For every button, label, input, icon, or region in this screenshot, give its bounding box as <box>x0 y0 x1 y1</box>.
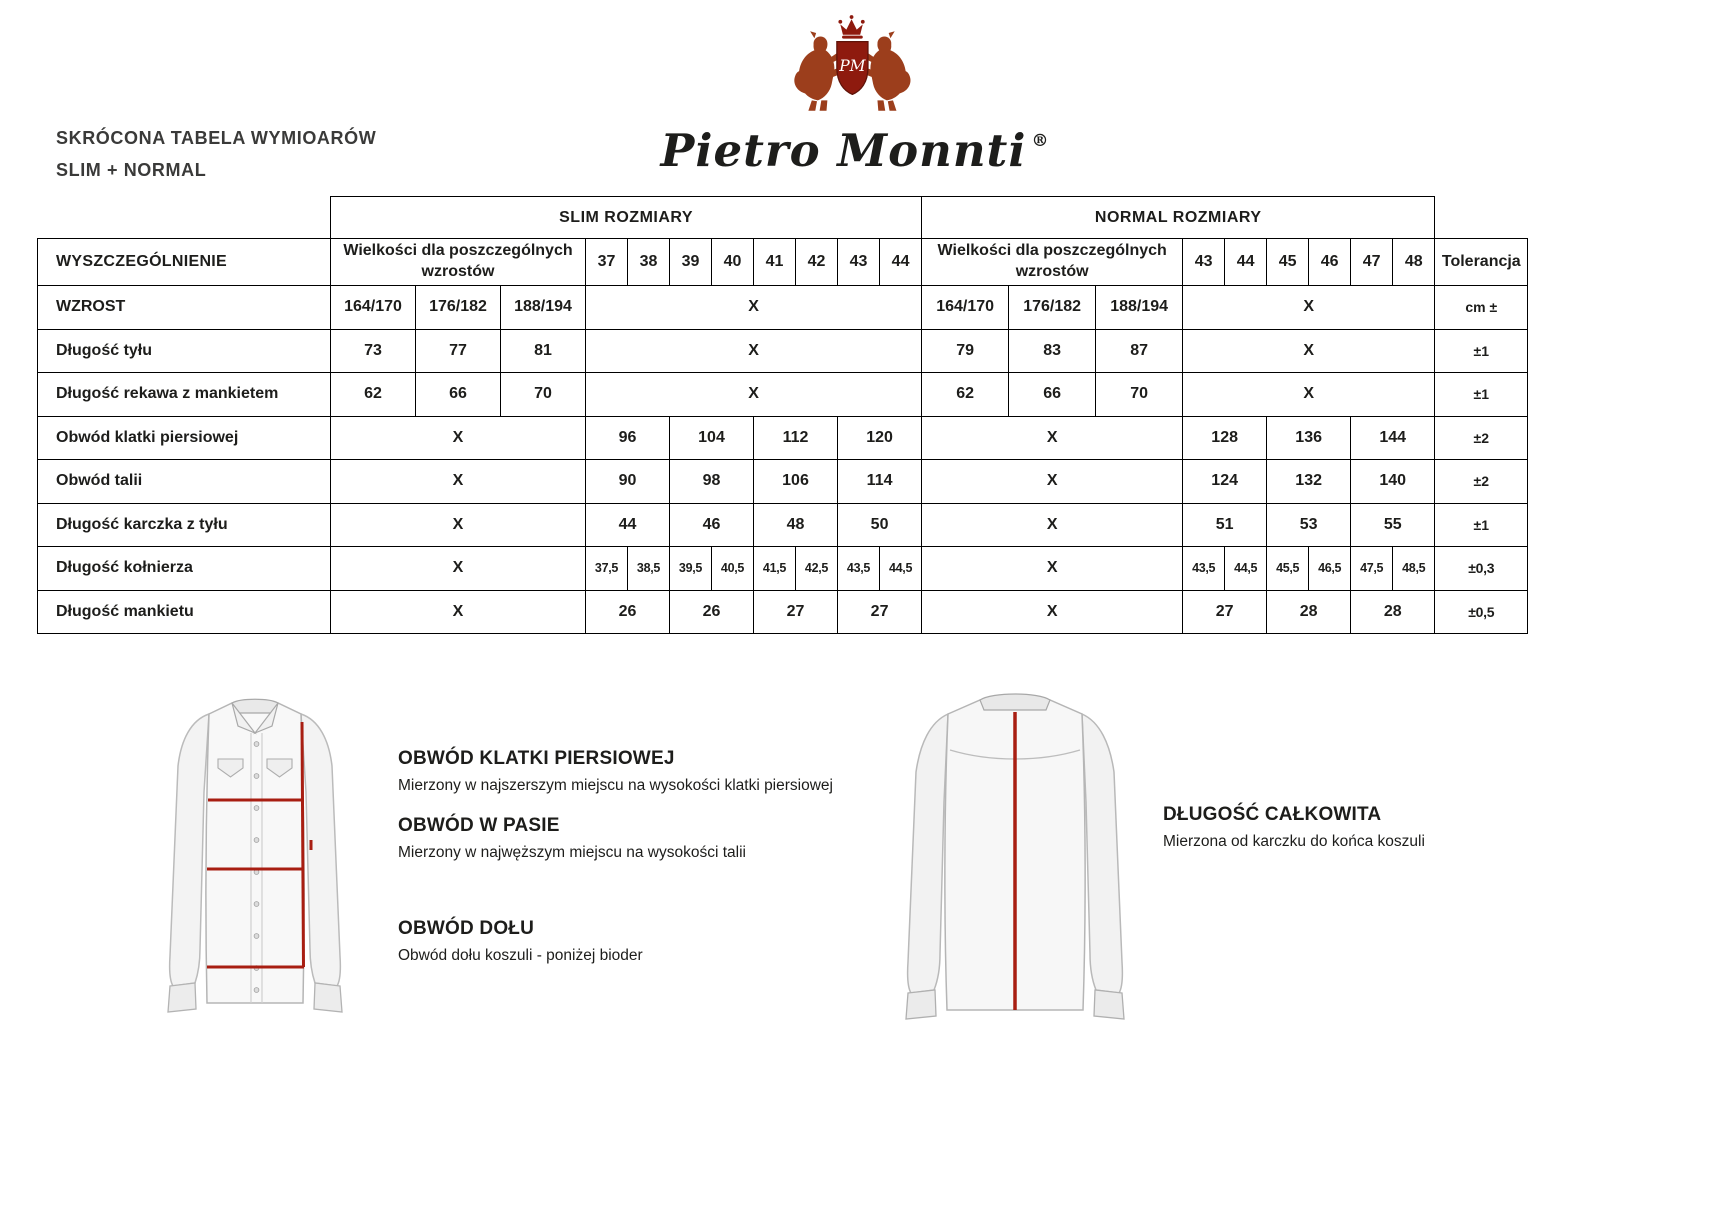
brand-name <box>655 124 1055 177</box>
size-value: 140 <box>1351 460 1435 504</box>
legend-desc: Mierzony w najszerszym miejscu na wysokości klatki piersiowej <box>398 777 833 794</box>
size-value: 83 <box>1009 329 1096 373</box>
page-title-line2: SLIM + NORMAL <box>56 160 207 180</box>
size-value: ±2 <box>1435 460 1528 504</box>
size-value: X <box>922 416 1183 460</box>
table-row <box>38 416 1528 460</box>
size-value: X <box>586 373 922 417</box>
size-value: X <box>586 329 922 373</box>
registered-mark: ® <box>1031 131 1050 151</box>
table-column-header: 43 <box>1183 239 1225 286</box>
collar-band <box>232 699 278 713</box>
size-value: 55 <box>1351 503 1435 547</box>
lion-right-icon <box>865 31 910 110</box>
size-value: ±1 <box>1435 503 1528 547</box>
size-value: 28 <box>1351 590 1435 634</box>
size-value: X <box>331 503 586 547</box>
size-table-body <box>38 286 1528 634</box>
size-value: 132 <box>1267 460 1351 504</box>
brand-crest-icon <box>760 14 950 122</box>
table-row <box>38 547 1528 591</box>
measurement-legend-left <box>398 748 943 965</box>
size-value: 27 <box>838 590 922 634</box>
table-column-header: WYSZCZEGÓLNIENIE <box>38 239 331 286</box>
size-value: 144 <box>1351 416 1435 460</box>
table-column-header: 38 <box>628 239 670 286</box>
size-value: 104 <box>670 416 754 460</box>
table-row <box>38 503 1528 547</box>
size-value: 46,5 <box>1309 547 1351 591</box>
row-label: Długość rekawa z mankietem <box>38 373 331 417</box>
back-right-cuff <box>1094 990 1124 1019</box>
side-length-measure-line <box>302 722 304 967</box>
shield-monogram: PM <box>839 57 866 76</box>
size-value: 44 <box>586 503 670 547</box>
legend-desc: Mierzony w najwęższym miejscu na wysokości talii <box>398 844 746 861</box>
legend-item-hem <box>398 918 943 965</box>
size-value: 62 <box>331 373 416 417</box>
back-left-sleeve <box>908 714 948 993</box>
size-value: 43,5 <box>838 547 880 591</box>
size-value: 114 <box>838 460 922 504</box>
size-value: 96 <box>586 416 670 460</box>
legend-title: OBWÓD W PASIE <box>398 815 560 836</box>
size-value: 176/182 <box>416 286 501 330</box>
legend-item-chest <box>398 748 943 795</box>
table-column-header: 47 <box>1351 239 1393 286</box>
legend-item-waist <box>398 815 943 862</box>
size-value: 66 <box>1009 373 1096 417</box>
size-value: 106 <box>754 460 838 504</box>
size-value: 51 <box>1183 503 1267 547</box>
page-title-line1: SKRÓCONA TABELA WYMIOARÓW <box>56 128 377 148</box>
row-label: Długość karczka z tyłu <box>38 503 331 547</box>
size-value: X <box>331 460 586 504</box>
size-table-head <box>38 197 1528 286</box>
size-value: 44,5 <box>880 547 922 591</box>
size-table <box>37 196 1528 634</box>
size-value: X <box>922 547 1183 591</box>
table-column-header: 40 <box>712 239 754 286</box>
size-value: 164/170 <box>331 286 416 330</box>
table-corner-spacer <box>38 197 331 239</box>
size-value: 128 <box>1183 416 1267 460</box>
page-heading <box>56 122 376 186</box>
legend-title: OBWÓD DOŁU <box>398 918 535 939</box>
size-value: 27 <box>754 590 838 634</box>
size-value: 26 <box>586 590 670 634</box>
size-value: ±1 <box>1435 329 1528 373</box>
size-value: X <box>331 416 586 460</box>
crown-icon <box>838 15 864 38</box>
size-value: 87 <box>1096 329 1183 373</box>
size-value: 37,5 <box>586 547 628 591</box>
legend-title: OBWÓD KLATKI PIERSIOWEJ <box>398 748 675 769</box>
table-row <box>38 373 1528 417</box>
back-collar-band <box>980 694 1050 710</box>
size-value: 48 <box>754 503 838 547</box>
front-body <box>206 703 304 1003</box>
legend-desc: Mierzona od karczku do końca koszuli <box>1163 833 1425 850</box>
size-value: 73 <box>331 329 416 373</box>
size-value: X <box>586 286 922 330</box>
front-right-sleeve <box>301 714 340 986</box>
size-value: 70 <box>501 373 586 417</box>
table-column-header: 45 <box>1267 239 1309 286</box>
table-column-header: Tolerancja <box>1435 239 1528 286</box>
shirt-back-illustration <box>880 662 1150 1042</box>
shirt-front-illustration <box>135 672 375 1037</box>
table-column-header: 42 <box>796 239 838 286</box>
brand-name-text: Pietro Monnti <box>660 124 1027 177</box>
size-value: 188/194 <box>501 286 586 330</box>
size-value: 112 <box>754 416 838 460</box>
front-left-cuff <box>168 983 196 1012</box>
size-value: 62 <box>922 373 1009 417</box>
size-value: 41,5 <box>754 547 796 591</box>
size-value: cm ± <box>1435 286 1528 330</box>
size-value: 90 <box>586 460 670 504</box>
size-value: 136 <box>1267 416 1351 460</box>
size-value: 38,5 <box>628 547 670 591</box>
size-value: 81 <box>501 329 586 373</box>
size-value: 44,5 <box>1225 547 1267 591</box>
table-column-header: 46 <box>1309 239 1351 286</box>
table-group-header: SLIM ROZMIARY <box>331 197 922 239</box>
size-value: X <box>922 460 1183 504</box>
size-value: X <box>1183 286 1435 330</box>
lion-left-icon <box>794 31 839 110</box>
size-value: 70 <box>1096 373 1183 417</box>
size-value: 66 <box>416 373 501 417</box>
size-value: 39,5 <box>670 547 712 591</box>
table-column-header: 37 <box>586 239 628 286</box>
size-value: X <box>922 503 1183 547</box>
size-value: X <box>1183 373 1435 417</box>
size-value: ±2 <box>1435 416 1528 460</box>
size-value: ±1 <box>1435 373 1528 417</box>
size-value: 124 <box>1183 460 1267 504</box>
measurement-legend-right <box>1163 804 1593 851</box>
front-left-sleeve <box>170 714 209 986</box>
size-value: X <box>922 590 1183 634</box>
size-value: 42,5 <box>796 547 838 591</box>
size-value: ±0,3 <box>1435 547 1528 591</box>
size-value: 27 <box>1183 590 1267 634</box>
size-value: 188/194 <box>1096 286 1183 330</box>
legend-desc: Obwód dołu koszuli - poniżej bioder <box>398 947 643 964</box>
row-label: WZROST <box>38 286 331 330</box>
size-value: 47,5 <box>1351 547 1393 591</box>
table-corner-spacer <box>1435 197 1528 239</box>
size-value: 26 <box>670 590 754 634</box>
table-row <box>38 329 1528 373</box>
size-value: X <box>1183 329 1435 373</box>
table-column-header: Wielkości dla poszczególnych wzrostów <box>922 239 1183 286</box>
size-value: 176/182 <box>1009 286 1096 330</box>
table-column-header: 48 <box>1393 239 1435 286</box>
size-value: X <box>331 547 586 591</box>
table-group-header: NORMAL ROZMIARY <box>922 197 1435 239</box>
size-value: 53 <box>1267 503 1351 547</box>
table-row <box>38 286 1528 330</box>
size-value: 45,5 <box>1267 547 1309 591</box>
table-column-header: Wielkości dla poszczególnych wzrostów <box>331 239 586 286</box>
table-row <box>38 460 1528 504</box>
size-value: 43,5 <box>1183 547 1225 591</box>
table-column-header: 43 <box>838 239 880 286</box>
size-value: 98 <box>670 460 754 504</box>
front-right-cuff <box>314 983 342 1012</box>
table-row <box>38 590 1528 634</box>
row-label: Długość kołnierza <box>38 547 331 591</box>
row-label: Długość mankietu <box>38 590 331 634</box>
size-value: 77 <box>416 329 501 373</box>
row-label: Obwód klatki piersiowej <box>38 416 331 460</box>
size-value: ±0,5 <box>1435 590 1528 634</box>
table-column-header: 39 <box>670 239 712 286</box>
legend-title: DŁUGOŚĆ CAŁKOWITA <box>1163 804 1382 825</box>
size-value: 164/170 <box>922 286 1009 330</box>
size-value: 28 <box>1267 590 1351 634</box>
size-value: 79 <box>922 329 1009 373</box>
legend-item-total-length <box>1163 804 1593 851</box>
size-value: 120 <box>838 416 922 460</box>
size-value: 46 <box>670 503 754 547</box>
table-column-header: 44 <box>1225 239 1267 286</box>
size-value: 50 <box>838 503 922 547</box>
row-label: Obwód talii <box>38 460 331 504</box>
row-label: Długość tyłu <box>38 329 331 373</box>
size-value: 40,5 <box>712 547 754 591</box>
table-column-header: 41 <box>754 239 796 286</box>
back-left-cuff <box>906 990 936 1019</box>
size-value: 48,5 <box>1393 547 1435 591</box>
brand-logo <box>655 14 1055 177</box>
size-value: X <box>331 590 586 634</box>
back-right-sleeve <box>1082 714 1122 993</box>
table-column-header: 44 <box>880 239 922 286</box>
